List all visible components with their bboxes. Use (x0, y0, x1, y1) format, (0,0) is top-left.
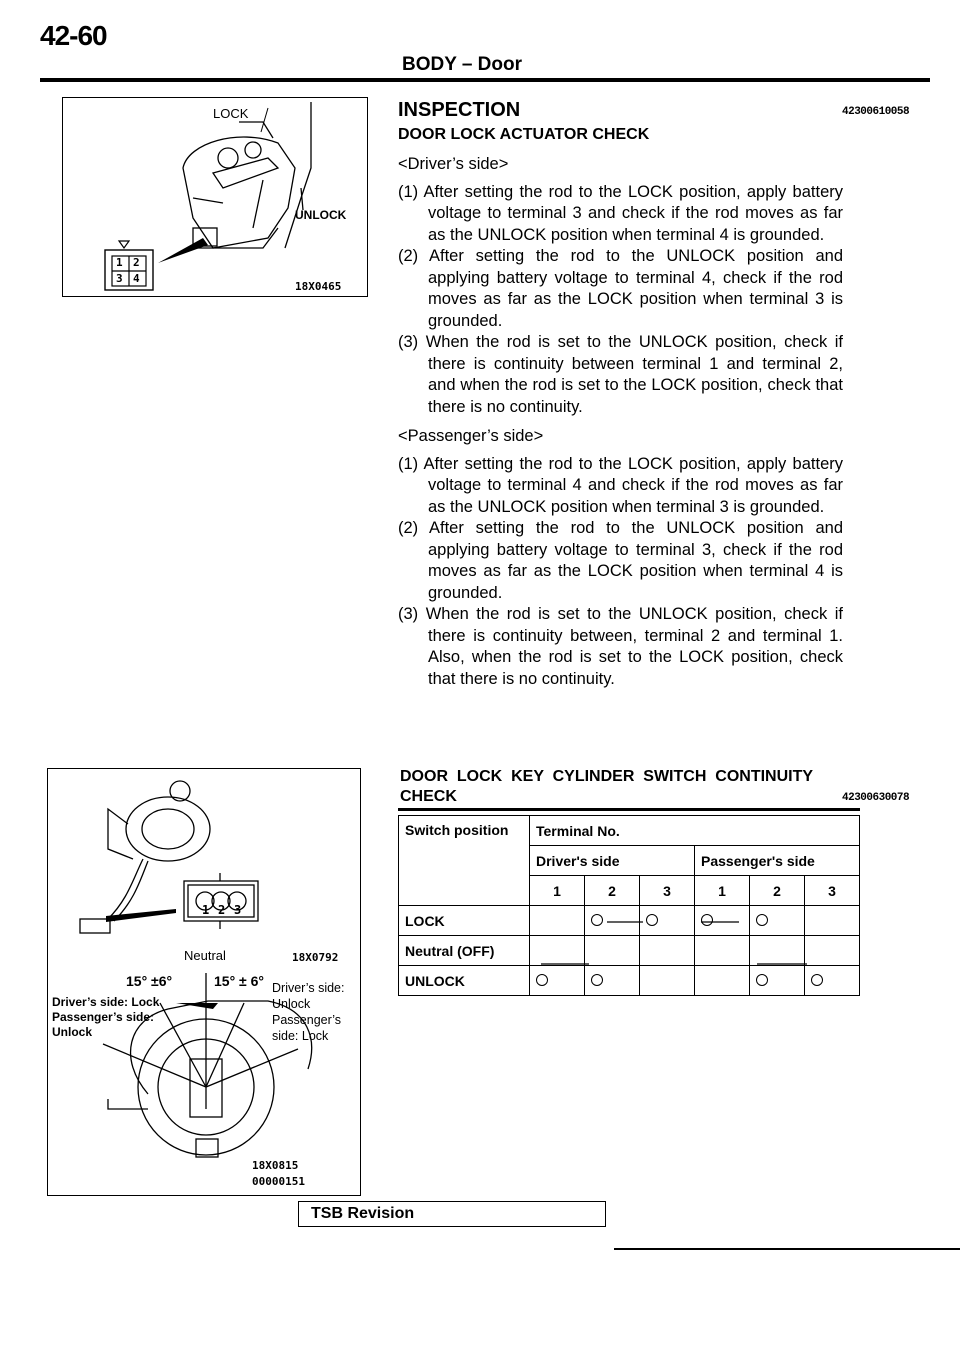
continuity-table (398, 815, 860, 996)
switch-check-heading: DOOR LOCK KEY CYLINDER SWITCH CONTINUITY (400, 768, 814, 785)
angle-right: 15° ± 6° (214, 973, 265, 989)
connector-pin: 3 (116, 272, 123, 285)
connector-pin: 3 (234, 903, 242, 917)
left-label: Unlock (52, 1025, 93, 1039)
connector-pin: 2 (218, 903, 226, 917)
cell (750, 966, 805, 996)
passengers-step: (3) When the rod is set to the UNLOCK position, check if there is continuity between, terminal 2 and terminal 1. Also, when the rod is set to the LOCK position, check that there is no continuity. (398, 605, 843, 688)
tsb-revision: TSB Revision (298, 1201, 606, 1227)
cell (640, 906, 695, 936)
cell (695, 966, 750, 996)
cell (585, 906, 640, 936)
continuity-table-wrap (398, 815, 860, 996)
cell (750, 906, 805, 936)
right-label: side: Lock (272, 1029, 329, 1043)
cell (805, 966, 860, 996)
cell (585, 936, 640, 966)
table-row (399, 966, 860, 996)
passengers-step: (1) After setting the rod to the LOCK position, apply battery voltage to terminal 4 and check if the rod moves as far as the UNLOCK position when terminal 3 is grounded. (398, 454, 843, 516)
neutral-label: Neutral (184, 948, 226, 963)
terminal-number: 2 (585, 876, 640, 906)
section-rule (398, 808, 860, 811)
table-row (399, 906, 860, 936)
terminal-number: 3 (805, 876, 860, 906)
header-rule (40, 78, 930, 82)
header-passengers-side: Passenger's side (695, 846, 860, 876)
row-position: UNLOCK (399, 966, 530, 996)
figure-code: 18X0792 (292, 951, 339, 964)
cell (750, 936, 805, 966)
header-terminal-no: Terminal No. (530, 816, 860, 846)
right-label: Driver’s side: (272, 981, 345, 995)
row-position: LOCK (399, 906, 530, 936)
drivers-step: (3) When the rod is set to the UNLOCK position, check if there is continuity between terminal 1 and terminal 2, and when the rod is set to the LOCK position, check that there is no continuity. (398, 333, 843, 416)
terminal-number: 1 (530, 876, 585, 906)
connector-pin: 1 (202, 903, 210, 917)
unlock-label: UNLOCK (295, 208, 347, 222)
connector-pin: 2 (133, 256, 140, 269)
actuator-check-heading: DOOR LOCK ACTUATOR CHECK (398, 126, 650, 143)
cell (530, 936, 585, 966)
right-label: Unlock (272, 997, 311, 1011)
cell (530, 906, 585, 936)
key-cylinder-figure (47, 768, 361, 1196)
cell (585, 966, 640, 996)
figure-code: 18X0815 (252, 1159, 299, 1172)
terminal-number: 3 (640, 876, 695, 906)
switch-check-heading: CHECK (400, 788, 457, 805)
connector-pin: 4 (133, 272, 140, 285)
right-label: Passenger’s (272, 1013, 342, 1027)
cell (640, 966, 695, 996)
page-number: 42-60 (40, 20, 107, 51)
actuator-figure (62, 97, 368, 297)
drivers-step: (2) After setting the rod to the UNLOCK position and applying battery voltage to terminal 4, check if the rod moves as far as the LOCK position when terminal 3 is grounded. (398, 247, 843, 330)
cell (695, 906, 750, 936)
cell (640, 936, 695, 966)
cell (530, 966, 585, 996)
inspection-code: 42300610058 (842, 106, 910, 118)
actuator-illustration (63, 98, 367, 296)
figure-code: 00000151 (252, 1175, 305, 1188)
inspection-heading: INSPECTION (398, 99, 521, 121)
header-switch-position: Switch position (399, 816, 530, 906)
passengers-step: (2) After setting the rod to the UNLOCK position and applying battery voltage to terminal 3, check if the rod moves as far as the LOCK position when terminal 4 is grounded. (398, 519, 843, 602)
left-label: Passenger’s side: (52, 1010, 155, 1024)
terminal-number: 2 (750, 876, 805, 906)
angle-left: 15° ±6° (126, 973, 173, 989)
page-title: BODY – Door (402, 54, 523, 75)
actuator-steps (398, 150, 843, 690)
left-label: Driver’s side: Lock (52, 995, 160, 1009)
connector-pin: 1 (116, 256, 123, 269)
terminal-number: 1 (695, 876, 750, 906)
row-position: Neutral (OFF) (399, 936, 530, 966)
cell (695, 936, 750, 966)
figure-code: 18X0465 (295, 280, 342, 293)
drivers-step: (1) After setting the rod to the LOCK position, apply battery voltage to terminal 3 and check if the rod moves as far as the UNLOCK position when terminal 4 is grounded. (398, 182, 843, 244)
drivers-side-heading: <Driver’s side> (398, 155, 509, 173)
cell (805, 936, 860, 966)
cell (805, 906, 860, 936)
lock-label: LOCK (213, 106, 249, 121)
passengers-side-heading: <Passenger’s side> (398, 427, 544, 445)
footer-rule (614, 1248, 960, 1250)
table-row (399, 936, 860, 966)
switch-check-code: 42300630078 (842, 792, 910, 804)
header-drivers-side: Driver's side (530, 846, 695, 876)
